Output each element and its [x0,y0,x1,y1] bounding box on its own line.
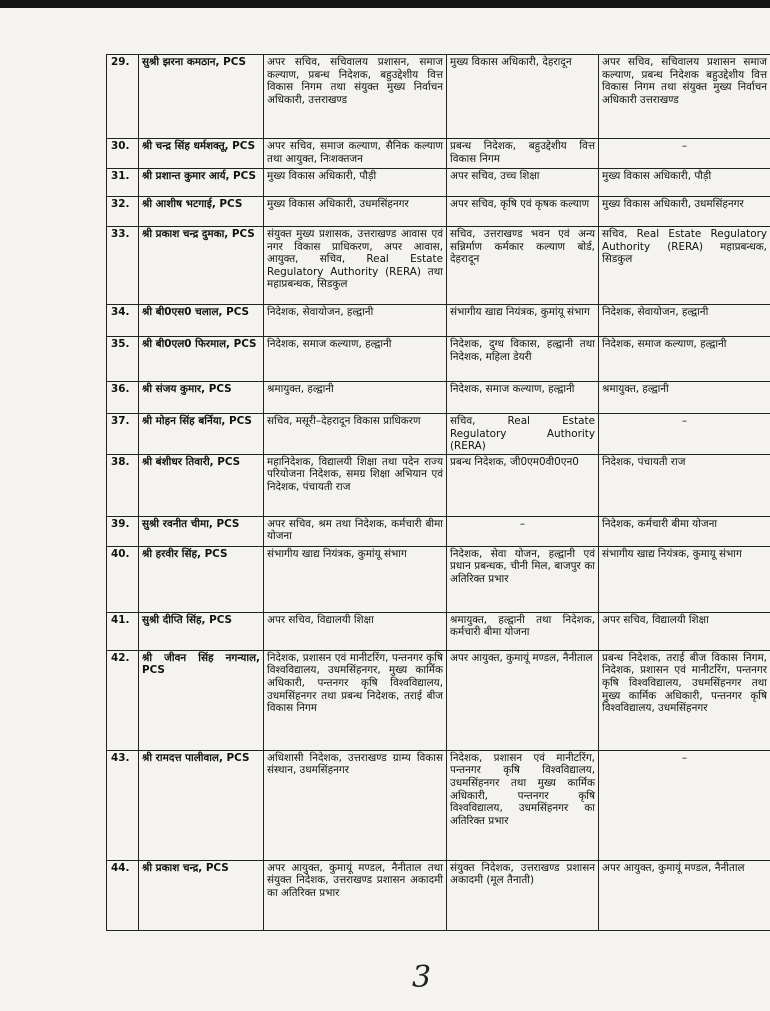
new-posting-cell: अपर सचिव, उच्च शिक्षा [447,169,599,197]
retained-posting-cell: श्रमायुक्त, हल्द्वानी [599,382,770,414]
new-posting-cell: प्रबन्ध निदेशक, जी0एम0वी0एन0 [447,454,599,516]
officer-name-cell: सुश्री झरना कमठान, PCS [139,55,264,139]
current-posting-cell: संयुक्त मुख्य प्रशासक, उत्तराखण्ड आवास एवं नगर विकास प्राधिकरण, अपर आवास, आयुक्त, सचिव, Real Estate Regulatory Authority (RERA) तथा महाप्रबन्धक, सिडकुल [264,227,447,305]
serial-number-cell: 31. [107,169,139,197]
serial-number-cell: 32. [107,197,139,227]
officer-name-cell: श्री संजय कुमार, PCS [139,382,264,414]
officer-name-cell: श्री प्रकाश चन्द्र दुमका, PCS [139,227,264,305]
serial-number-cell: 29. [107,55,139,139]
retained-posting-cell: निदेशक, समाज कल्याण, हल्द्वानी [599,337,770,382]
officer-name-cell: सुश्री रवनीत चीमा, PCS [139,516,264,546]
new-posting-cell: निदेशक, सेवा योजन, हल्द्वानी एवं प्रधान प्रबन्धक, चीनी मिल, बाजपुर का अतिरिक्त प्रभार [447,546,599,612]
officer-name-cell: श्री बी0एल0 फिरमाल, PCS [139,337,264,382]
retained-posting-cell: निदेशक, कर्मचारी बीमा योजना [599,516,770,546]
current-posting-cell: मुख्य विकास अधिकारी, उधमसिंहनगर [264,197,447,227]
officer-name-cell: श्री प्रशान्त कुमार आर्य, PCS [139,169,264,197]
retained-posting-cell: – [599,139,770,169]
new-posting-cell: मुख्य विकास अधिकारी, देहरादून [447,55,599,139]
serial-number-cell: 38. [107,454,139,516]
new-posting-cell: श्रमायुक्त, हल्द्वानी तथा निदेशक, कर्मचारी बीमा योजना [447,612,599,650]
table-row [107,860,770,930]
retained-posting-cell: अपर सचिव, सचिवालय प्रशासन समाज कल्याण, प्रबन्ध निदेशक बहुउद्देशीय वित्त विकास निगम तथा संयुक्त मुख्य निर्वाचन अधिकारी उत्तराखण्ड [599,55,770,139]
officer-name-cell: श्री रामदत्त पालीवाल, PCS [139,750,264,860]
retained-posting-cell: सचिव, Real Estate Regulatory Authority (RERA) महाप्रबन्धक, सिडकुल [599,227,770,305]
current-posting-cell: संभागीय खाद्य नियंत्रक, कुमांयू संभाग [264,546,447,612]
retained-posting-cell: प्रबन्ध निदेशक, तराई बीज विकास निगम, निदेशक, प्रशासन एवं मानीटरिंग, पन्तनगर कृषि विश्वविद्यालय, उधमसिंहनगर तथा मुख्य कार्मिक अधिकारी, पन्तनगर कृषि विश्वविद्यालय, उधमसिंहनगर [599,650,770,750]
current-posting-cell: मुख्य विकास अधिकारी, पौड़ी [264,169,447,197]
table-row [107,546,770,612]
retained-posting-cell: निदेशक, सेवायोजन, हल्द्वानी [599,305,770,337]
current-posting-cell: अधिशासी निदेशक, उत्तराखण्ड ग्राम्य विकास संस्थान, उधमसिंहनगर [264,750,447,860]
retained-posting-cell: मुख्य विकास अधिकारी, पौड़ी [599,169,770,197]
serial-number-cell: 34. [107,305,139,337]
current-posting-cell: अपर सचिव, सचिवालय प्रशासन, समाज कल्याण, प्रबन्ध निदेशक, बहुउद्देशीय वित्त विकास निगम तथा संयुक्त मुख्य निर्वाचन अधिकारी, उत्तराखण्ड [264,55,447,139]
table-row [107,139,770,169]
officer-name-cell: श्री आशीष भटगाई, PCS [139,197,264,227]
retained-posting-cell: संभागीय खाद्य नियंत्रक, कुमायू संभाग [599,546,770,612]
current-posting-cell: अपर आयुक्त, कुमायूं मण्डल, नैनीताल तथा संयुक्त निदेशक, उत्तराखण्ड प्रशासन अकादमी का अतिरिक्त प्रभार [264,860,447,930]
retained-posting-cell: निदेशक, पंचायती राज [599,454,770,516]
officer-name-cell: श्री जीवन सिंह नगन्याल, PCS [139,650,264,750]
serial-number-cell: 36. [107,382,139,414]
officer-name-cell: श्री बी0एस0 चलाल, PCS [139,305,264,337]
officer-name-cell: श्री हरवीर सिंह, PCS [139,546,264,612]
officer-name-cell: श्री बंशीधर तिवारी, PCS [139,454,264,516]
serial-number-cell: 39. [107,516,139,546]
table-row [107,454,770,516]
current-posting-cell: महानिदेशक, विद्यालयी शिक्षा तथा पदेन राज्य परियोजना निदेशक, समग्र शिक्षा अभियान एवं निदेशक, पंचायती राज [264,454,447,516]
table-row [107,169,770,197]
new-posting-cell: – [447,516,599,546]
current-posting-cell: अपर सचिव, समाज कल्याण, सैनिक कल्याण तथा आयुक्त, निःशक्तजन [264,139,447,169]
new-posting-cell: संयुक्त निदेशक, उत्तराखण्ड प्रशासन अकादमी (मूल तैनाती) [447,860,599,930]
new-posting-cell: निदेशक, दुग्ध विकास, हल्द्वानी तथा निदेशक, महिला डेयरी [447,337,599,382]
table-row [107,55,770,139]
current-posting-cell: अपर सचिव, विद्यालयी शिक्षा [264,612,447,650]
table-row [107,650,770,750]
officer-name-cell: श्री प्रकाश चन्द्र, PCS [139,860,264,930]
officer-name-cell: श्री मोहन सिंह बर्निया, PCS [139,414,264,455]
serial-number-cell: 41. [107,612,139,650]
top-edge [0,0,770,8]
retained-posting-cell: – [599,750,770,860]
serial-number-cell: 43. [107,750,139,860]
page-number: 3 [412,960,432,995]
retained-posting-cell: – [599,414,770,455]
serial-number-cell: 37. [107,414,139,455]
serial-number-cell: 40. [107,546,139,612]
officer-name-cell: सुश्री दीप्ति सिंह, PCS [139,612,264,650]
current-posting-cell: निदेशक, सेवायोजन, हल्द्वानी [264,305,447,337]
serial-number-cell: 35. [107,337,139,382]
retained-posting-cell: अपर आयुक्त, कुमायूं मण्डल, नैनीताल [599,860,770,930]
serial-number-cell: 42. [107,650,139,750]
new-posting-cell: निदेशक, समाज कल्याण, हल्द्वानी [447,382,599,414]
transfer-table [106,54,770,931]
table-row [107,197,770,227]
new-posting-cell: निदेशक, प्रशासन एवं मानीटरिंग, पन्तनगर कृषि विश्वविद्यालय, उधमसिंहनगर तथा मुख्य कार्मिक अधिकारी, पन्तनगर कृषि विश्वविद्यालय, उधमसिंहनगर का अतिरिक्त प्रभार [447,750,599,860]
serial-number-cell: 33. [107,227,139,305]
serial-number-cell: 30. [107,139,139,169]
table-row [107,750,770,860]
new-posting-cell: सचिव, Real Estate Regulatory Authority (RERA) [447,414,599,455]
table-row [107,414,770,455]
retained-posting-cell: मुख्य विकास अधिकारी, उधमसिंहनगर [599,197,770,227]
table-row [107,227,770,305]
current-posting-cell: निदेशक, समाज कल्याण, हल्द्वानी [264,337,447,382]
table-row [107,305,770,337]
officer-name-cell: श्री चन्द्र सिंह धर्मशक्तू, PCS [139,139,264,169]
serial-number-cell: 44. [107,860,139,930]
current-posting-cell: श्रमायुक्त, हल्द्वानी [264,382,447,414]
table-row [107,382,770,414]
current-posting-cell: अपर सचिव, श्रम तथा निदेशक, कर्मचारी बीमा योजना [264,516,447,546]
current-posting-cell: निदेशक, प्रशासन एवं मानीटरिंग, पन्तनगर कृषि विश्वविद्यालय, उधमसिंहनगर, मुख्य कार्मिक अधिकारी, पन्तनगर कृषि विश्वविद्यालय, उधमसिंहनगर तथा प्रबन्ध निदेशक, तराई बीज विकास निगम [264,650,447,750]
new-posting-cell: अपर आयुक्त, कुमायूं मण्डल, नैनीताल [447,650,599,750]
new-posting-cell: संभागीय खाद्य नियंत्रक, कुमांयू संभाग [447,305,599,337]
table-row [107,337,770,382]
current-posting-cell: सचिव, मसूरी–देहरादून विकास प्राधिकरण [264,414,447,455]
table-row [107,612,770,650]
transfer-table-sheet [106,54,770,931]
new-posting-cell: प्रबन्ध निदेशक, बहुउद्देशीय वित्त विकास निगम [447,139,599,169]
new-posting-cell: अपर सचिव, कृषि एवं कृषक कल्याण [447,197,599,227]
new-posting-cell: सचिव, उत्तराखण्ड भवन एवं अन्य सन्निर्माण कर्मकार कल्याण बोर्ड, देहरादून [447,227,599,305]
table-row [107,516,770,546]
retained-posting-cell: अपर सचिव, विद्यालयी शिक्षा [599,612,770,650]
